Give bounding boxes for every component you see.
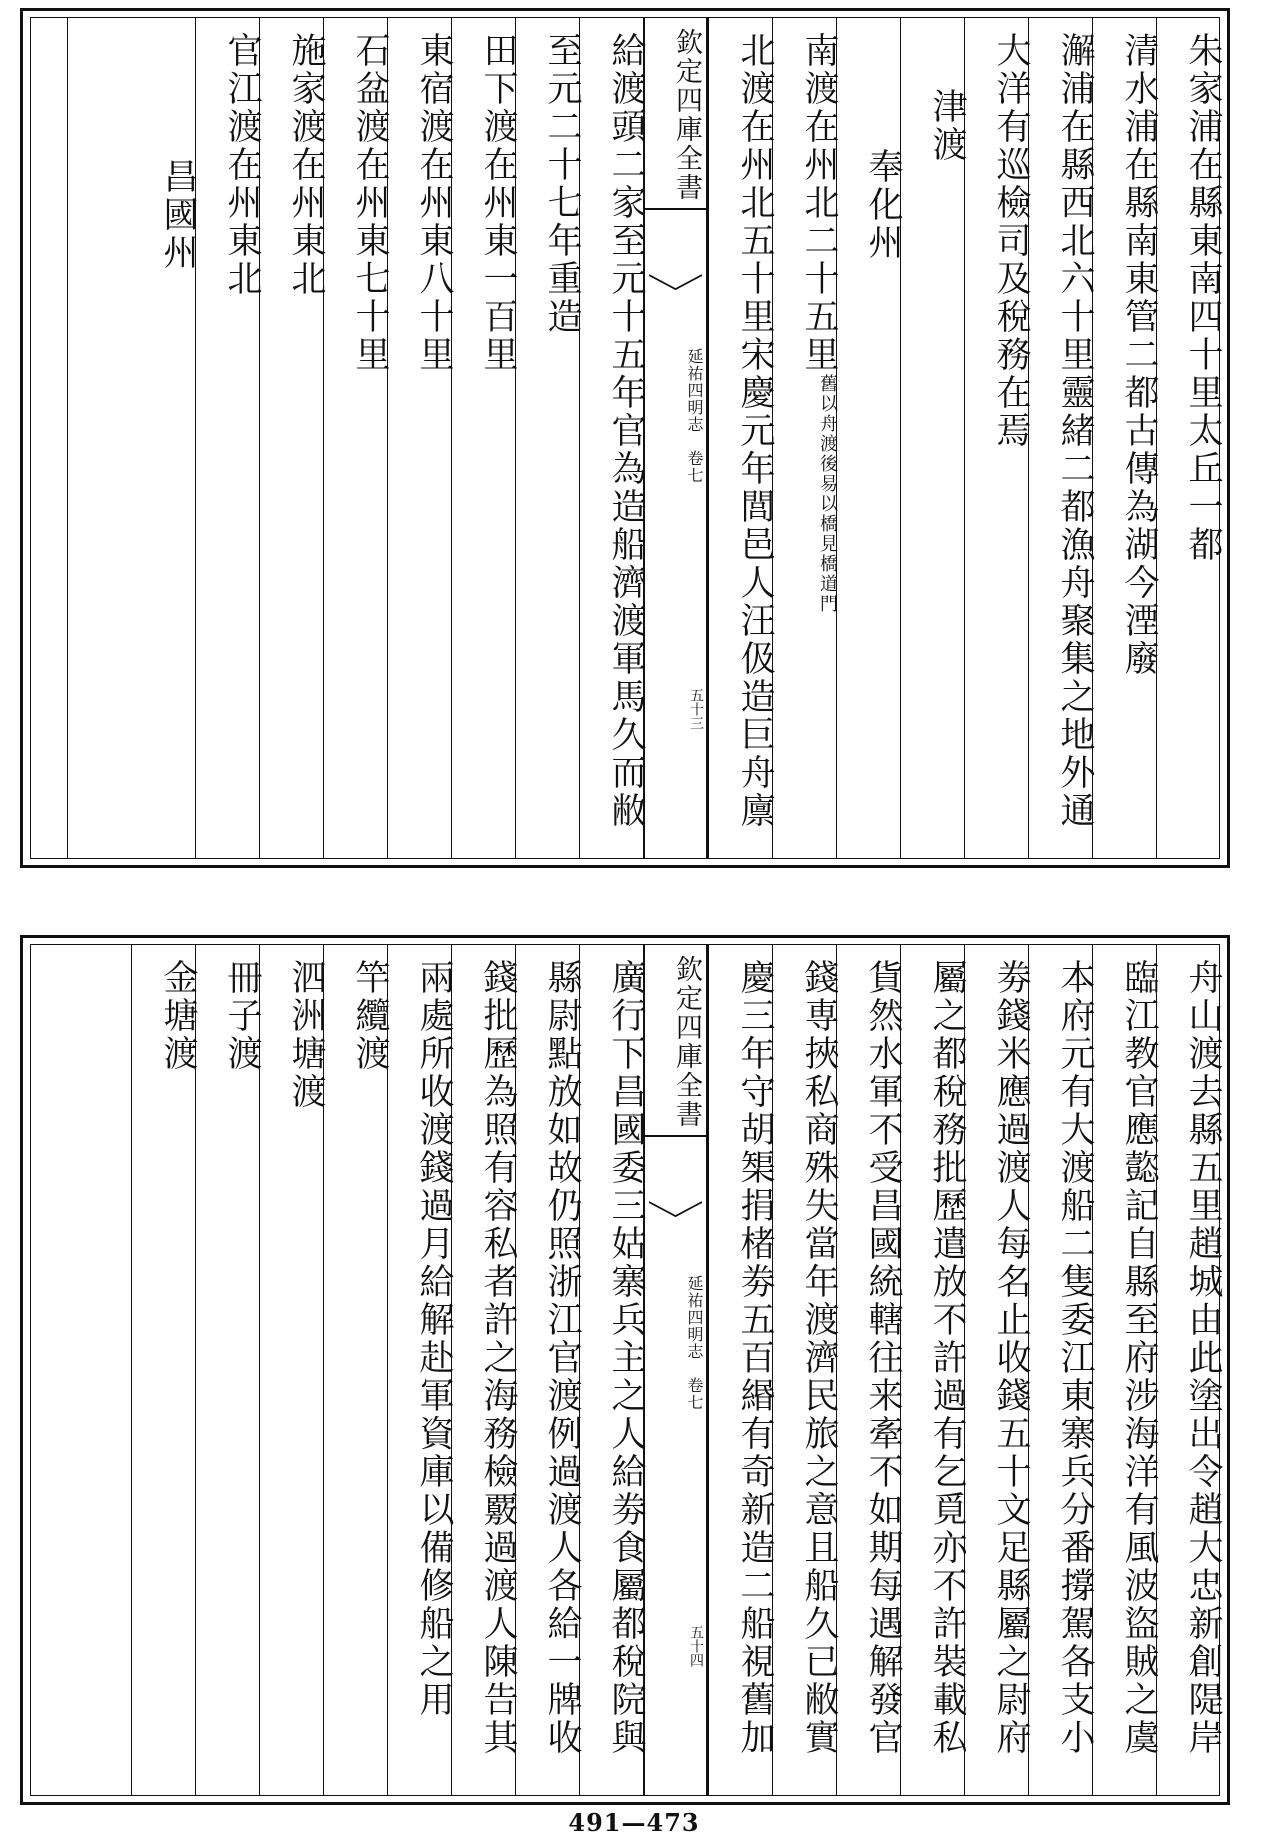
text-column: 朱家浦在縣東南四十里太丘一都: [1156, 18, 1220, 858]
margin-column: [31, 945, 131, 1795]
center-title: 欽定四庫全書: [645, 955, 706, 1137]
text-column: 澥浦在縣西北六十里靈緒二都漁舟聚集之地外通: [1028, 18, 1092, 858]
text-column: 本府元有大渡船二隻委江東寨兵分番撐駕各支小: [1028, 945, 1092, 1795]
column-annotation: 舊以舟渡後易以橋見橋道門: [817, 374, 838, 614]
text-column: 慶三年守胡榘捐楮劵五百緡有奇新造二船視舊加: [708, 945, 772, 1795]
column-main-text: 南渡在州北二十五里: [799, 32, 839, 374]
center-page-number: 五十三: [688, 688, 704, 730]
text-column: 官江渡在州東北: [195, 18, 259, 858]
text-column: 錢専挾私商殊失當年渡濟民旅之意且船久已敝實: [772, 945, 836, 1795]
text-column: 大洋有巡檢司及稅務在焉: [964, 18, 1028, 858]
text-column: 屬之都稅務批歷遣放不許過有乞覓亦不許裝載私: [900, 945, 964, 1795]
text-column: 金塘渡: [131, 945, 195, 1795]
text-column: 舟山渡去縣五里趙城由此塗出令趙大忠新創隄岸: [1156, 945, 1220, 1795]
text-column: [772, 18, 839, 858]
top-page: [20, 8, 1230, 868]
fish-tail-icon: [649, 1201, 702, 1219]
center-book-info: 延祐四明志 卷七: [685, 1275, 704, 1411]
center-fold-column: [643, 18, 708, 858]
text-column: 石盆渡在州東七十里: [323, 18, 387, 858]
fish-tail-icon: [649, 274, 702, 292]
text-column: 昌國州: [67, 18, 195, 858]
text-column: 貨然水軍不受昌國統轄往来牽不如期每遇解發官: [836, 945, 900, 1795]
text-column: 臨江教官應㦤記自縣至府涉海洋有風波盜賊之虞: [1092, 945, 1156, 1795]
text-column: 津渡: [900, 18, 964, 858]
text-column: 錢批歷為照有容私者許之海務檢覈過渡人陳告其: [451, 945, 515, 1795]
margin-column: [31, 18, 67, 858]
text-column: 給渡頭二家至元十五年官為造船濟渡軍馬久而敝: [579, 18, 643, 858]
text-column: 至元二十七年重造: [515, 18, 579, 858]
text-column: 田下渡在州東一百里: [451, 18, 515, 858]
text-column: 竿纜渡: [323, 945, 387, 1795]
text-column: 東宿渡在州東八十里: [387, 18, 451, 858]
text-column: 兩處所收渡錢過月給解赴軍資庫以備修船之用: [387, 945, 451, 1795]
center-book-info: 延祐四明志 卷七: [685, 348, 704, 484]
text-column: 施家渡在州東北: [259, 18, 323, 858]
center-page-number: 五十四: [688, 1625, 704, 1667]
text-column: 廣行下昌國委三姑寨兵主之人給劵食屬都稅院與: [579, 945, 643, 1795]
top-page-frame: [30, 17, 1223, 859]
text-column: 奉化州: [836, 18, 900, 858]
page-footer-number: 491—473: [568, 1808, 700, 1837]
text-column: 泗洲塘渡: [259, 945, 323, 1795]
text-column: 北渡在州北五十里宋慶元年閭邑人汪伋造巨舟廪: [708, 18, 772, 858]
bottom-page: [20, 935, 1230, 1805]
text-column: 劵錢米應過渡人每名止收錢五十文足縣屬之尉府: [964, 945, 1028, 1795]
bottom-page-frame: [30, 944, 1223, 1796]
text-column: 冊子渡: [195, 945, 259, 1795]
center-fold-column: [643, 945, 708, 1795]
center-title: 欽定四庫全書: [645, 28, 706, 210]
text-column: 縣尉點放如故仍照浙江官渡例過渡人各給一牌收: [515, 945, 579, 1795]
text-column: 清水浦在縣南東管二都古傳為湖今湮廢: [1092, 18, 1156, 858]
